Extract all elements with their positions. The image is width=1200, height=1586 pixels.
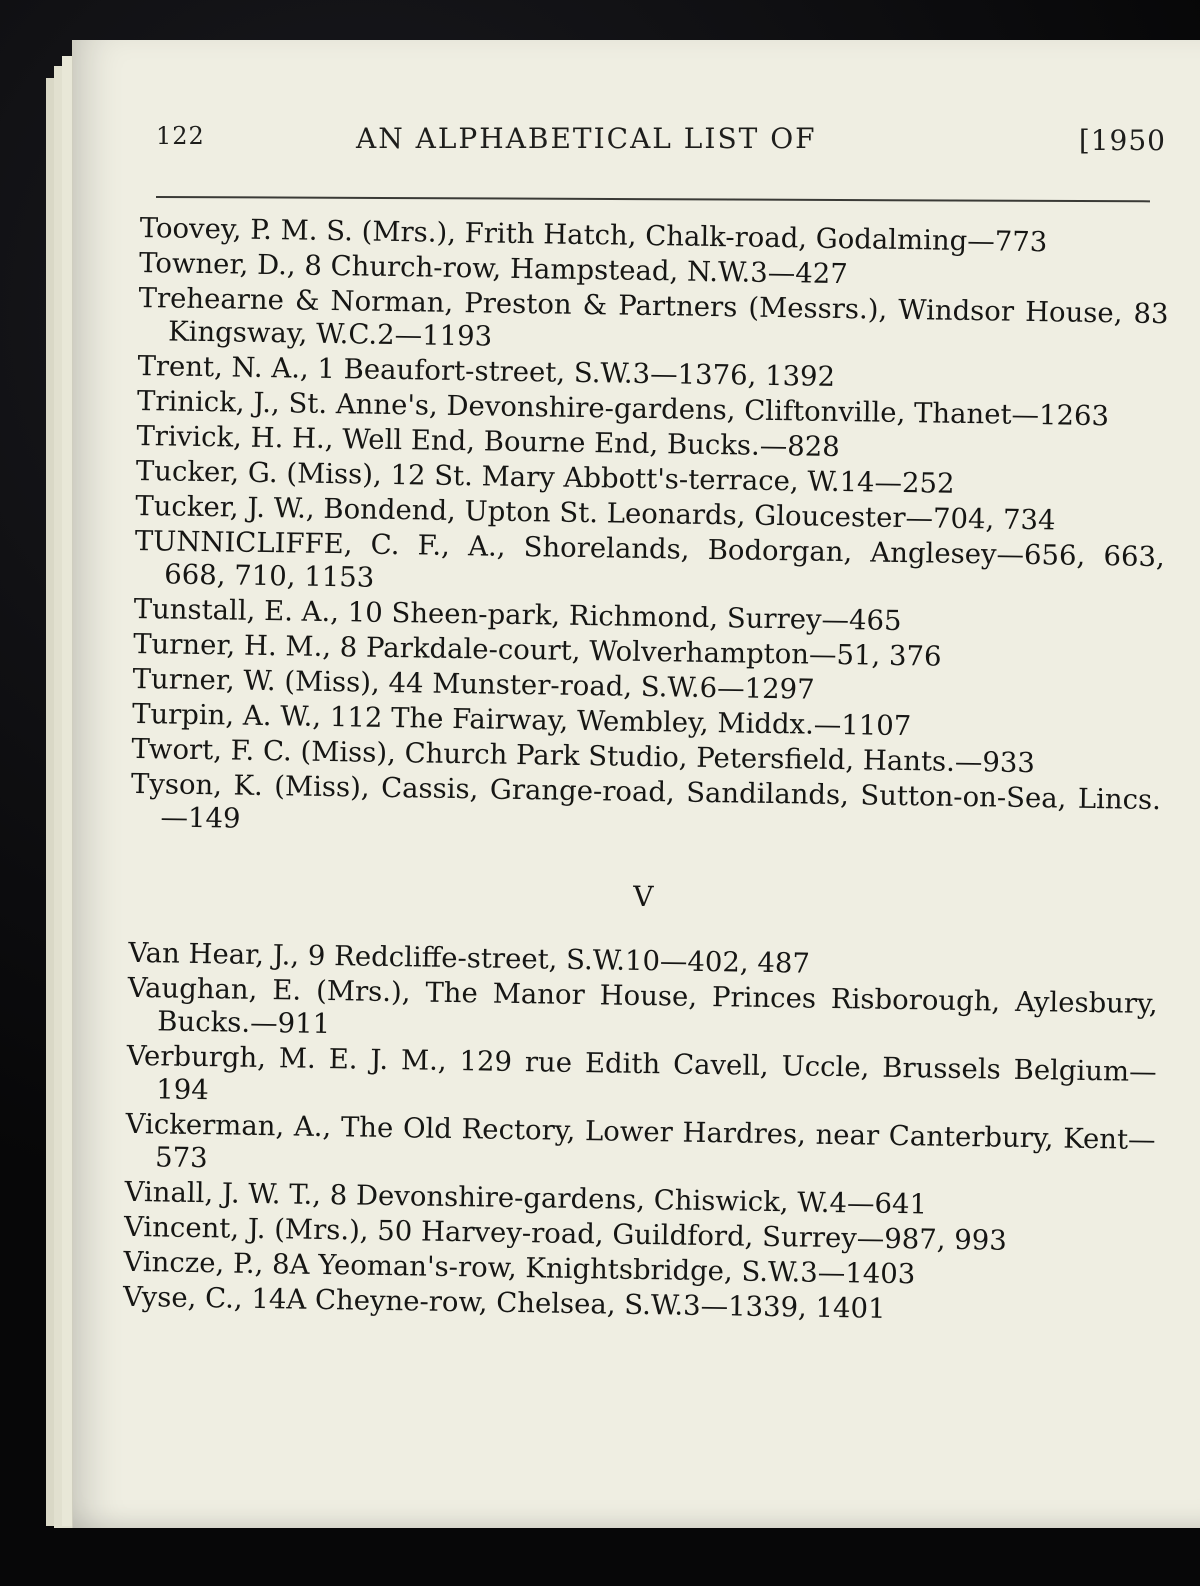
list-item: Turpin, A. W., 112 The Fairway, Wembley, Middx.—1107: [131, 697, 912, 743]
section-heading: V: [632, 879, 656, 914]
list-item: Turner, W. (Miss), 44 Munster-road, S.W.6—1297: [132, 662, 815, 706]
list-item: Vickerman, A., The Old Rectory, Lower Hardres, near Canterbury, Kent—573: [125, 1107, 1156, 1175]
list-item: Towner, D., 8 Church-row, Hampstead, N.W.3—427: [138, 246, 848, 291]
list-item: Vincent, J. (Mrs.), 50 Harvey-road, Guildford, Surrey—987, 993: [123, 1210, 1008, 1257]
page-title: AN ALPHABETICAL LIST OF: [356, 122, 817, 155]
running-header: [156, 122, 1166, 172]
page-number: 122: [156, 122, 205, 150]
year-label: [1950: [1078, 124, 1166, 157]
list-item: Tyson, K. (Miss), Cassis, Grange-road, Sandilands, Sutton-on-Sea, Lincs.—149: [130, 767, 1162, 835]
list-item: Trent, N. A., 1 Beaufort-street, S.W.3—1376, 1392: [137, 349, 836, 393]
list-item: Van Hear, J., 9 Redcliffe-street, S.W.10—402, 487: [128, 936, 811, 980]
list-item: Trinick, J., St. Anne's, Devonshire-gardens, Cliftonville, Thanet—1263: [136, 384, 1110, 433]
list-item: Twort, F. C. (Miss), Church Park Studio, Petersfield, Hants.—933: [131, 732, 1036, 780]
entry-list: [123, 212, 1170, 1332]
list-item: Turner, H. M., 8 Parkdale-court, Wolverhampton—51, 376: [132, 627, 942, 673]
list-item: Vaughan, E. (Mrs.), The Manor House, Princes Risborough, Aylesbury, Bucks.—911: [127, 971, 1158, 1041]
list-item: Toovey, P. M. S. (Mrs.), Frith Hatch, Chalk-road, Godalming—773: [139, 212, 1048, 259]
list-item: Tucker, G. (Miss), 12 St. Mary Abbott's-terrace, W.14—252: [135, 454, 955, 500]
list-item: Vinall, J. W. T., 8 Devonshire-gardens, Chiswick, W.4—641: [124, 1175, 928, 1221]
list-item: Tucker, J. W., Bondend, Upton St. Leonards, Gloucester—704, 734: [135, 489, 1056, 537]
list-item: Vincze, P., 8A Yeoman's-row, Knightsbridge, S.W.3—1403: [123, 1245, 916, 1291]
list-item: TUNNICLIFFE, C. F., A., Shorelands, Bodorgan, Anglesey—656, 663, 668, 710, 1153: [134, 524, 1165, 594]
list-item: Trivick, H. H., Well End, Bourne End, Bucks.—828: [136, 419, 841, 464]
list-item: Trehearne & Norman, Preston & Partners (Messrs.), Windsor House, 83 Kingsway, W.C.2—1193: [138, 281, 1169, 353]
list-item: Verburgh, M. E. J. M., 129 rue Edith Cavell, Uccle, Brussels Belgium—194: [126, 1039, 1157, 1107]
list-item: Tunstall, E. A., 10 Sheen-park, Richmond, Surrey—465: [133, 592, 902, 638]
list-item: Vyse, C., 14A Cheyne-row, Chelsea, S.W.3—1339, 1401: [122, 1280, 886, 1325]
